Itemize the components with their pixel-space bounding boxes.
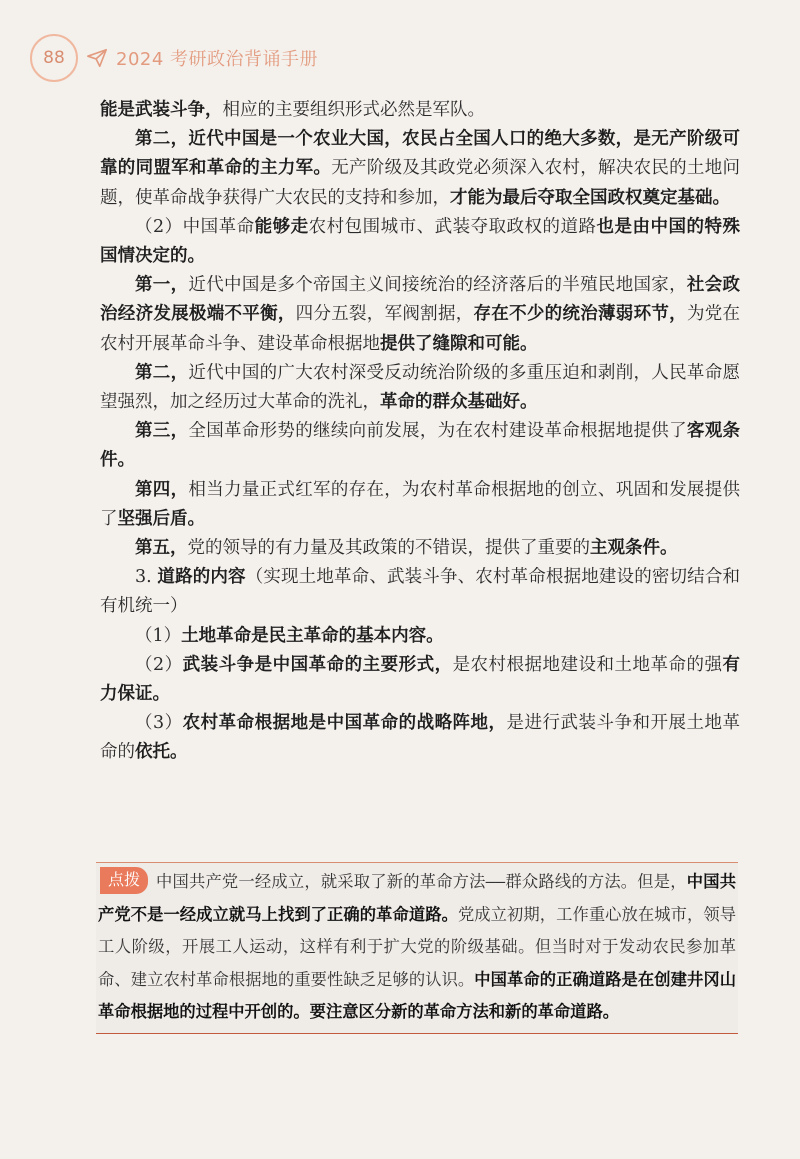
bold-text: 提供了缝隙和可能。: [380, 333, 538, 354]
text-run: 相应的主要组织形式必然是军队。: [222, 100, 485, 120]
bold-text: 道路的内容: [157, 567, 246, 588]
paragraph: [100, 622, 740, 651]
paragraph: [100, 417, 740, 475]
bold-text: 能是武装斗争，: [100, 100, 223, 120]
text-run: 3.: [135, 567, 158, 588]
text-run: 近代中国是多个帝国主义间接统治的经济落后的半殖民地国家，: [188, 275, 687, 296]
bold-text: 武装斗争是中国革命的主要形式，: [182, 654, 453, 675]
text-run: （2）: [135, 654, 183, 675]
paragraph: [100, 563, 740, 621]
text-run: 全国革命形势的继续向前发展，为在农村建设革命根据地提供了: [188, 421, 687, 442]
bold-text: 土地革命是民主革命的基本内容。: [181, 625, 444, 646]
paragraph: [100, 96, 740, 125]
bold-text: 革命的群众基础好。: [380, 392, 538, 413]
paragraph: [100, 359, 740, 417]
paragraph: [100, 651, 740, 709]
text-run: （实现土地革命、武装斗争、农村革命根据地建设的密切结合和有机统一）: [100, 567, 740, 617]
bold-text: 第二，: [135, 362, 189, 383]
text-run: 是进行武装斗争和开展土地革命的: [100, 713, 740, 763]
bold-text: 中国革命的正确道路是在创建井冈山革命根据地的过程中开创的。要注意区分新的革命方法和新的革命道路。: [98, 969, 736, 1021]
bold-text: 才能为最后夺取全国政权奠定基础。: [450, 187, 730, 208]
bold-text: 能够走: [254, 216, 309, 237]
bold-text: 客观条件。: [100, 421, 741, 471]
text-run: 党的领导的有力量及其政策的不错误，提供了重要的: [187, 538, 590, 559]
tip-text: [96, 866, 738, 1029]
text-run: 中国共产党一经成立，就采取了新的革命方法——群众路线的方法。但是，: [156, 872, 687, 891]
text-run: 为党在农村开展革命斗争、建设革命根据地: [100, 304, 741, 354]
bold-text: 坚强后盾。: [117, 508, 205, 529]
bold-text: 存在不少的统治薄弱环节，: [473, 304, 687, 325]
text-run: 近代中国的广大农村深受反动统治阶级的多重压迫和剥削，人民革命愿望强烈，加之经历过大革命的洗礼，: [100, 362, 741, 413]
bold-text: 第二，近代中国是一个农业大国，农民占全国人口的绝大多数，是无产阶级可靠的同盟军和革命的主力军。: [100, 129, 740, 179]
page-number: 88: [30, 34, 78, 82]
bold-text: 第五，: [135, 538, 188, 559]
bold-text: 第四，: [135, 479, 189, 500]
paragraph: [100, 534, 740, 563]
bold-text: 依托。: [135, 742, 188, 763]
paragraph: [100, 709, 740, 767]
text-run: 农村包围城市、武装夺取政权的道路: [308, 216, 597, 237]
bold-text: 社会政治经济发展极端不平衡，: [100, 275, 741, 325]
tip-label: 点拨: [100, 867, 148, 894]
bold-text: 第三，: [135, 421, 189, 442]
text-run: 党成立初期，工作重心放在城市，领导工人阶级，开展工人运动，这样有利于扩大党的阶级基础。但当时对于发动农民参加革命、建立农村革命根据地的重要性缺乏足够的认识。: [98, 904, 736, 989]
text-run: 是农村根据地建设和土地革命的强: [452, 654, 723, 675]
text-run: （3）: [135, 713, 183, 734]
page-header: [30, 38, 318, 78]
text-run: 相当力量正式红军的存在，为农村革命根据地的创立、巩固和发展提供了: [100, 479, 741, 529]
paragraph: [100, 213, 740, 271]
text-run: （2）中国革命: [135, 216, 255, 237]
book-title: 2024 考研政治背诵手册: [116, 49, 319, 70]
paragraph: [100, 271, 740, 359]
tip-box: [96, 862, 738, 1034]
paragraph: [100, 476, 740, 534]
bold-text: 有力保证。: [100, 654, 740, 705]
bold-text: 也是由中国的特殊国情决定的。: [100, 216, 741, 267]
paragraph: [100, 125, 740, 213]
bold-text: 第一，: [135, 275, 189, 296]
text-run: （1）: [135, 625, 182, 646]
bold-text: 农村革命根据地是中国革命的战略阵地，: [182, 713, 507, 734]
text-run: 无产阶级及其政党必须深入农村，解决农民的土地问题，使革命战争获得广大农民的支持和参加，: [100, 158, 741, 208]
bold-text: 中国共产党不是一经成立就马上找到了正确的革命道路。: [98, 872, 736, 924]
main-text: [100, 96, 740, 768]
text-run: 四分五裂，军阀割据，: [295, 304, 474, 325]
paper-plane-icon: [86, 47, 108, 69]
bold-text: 主观条件。: [590, 538, 678, 559]
